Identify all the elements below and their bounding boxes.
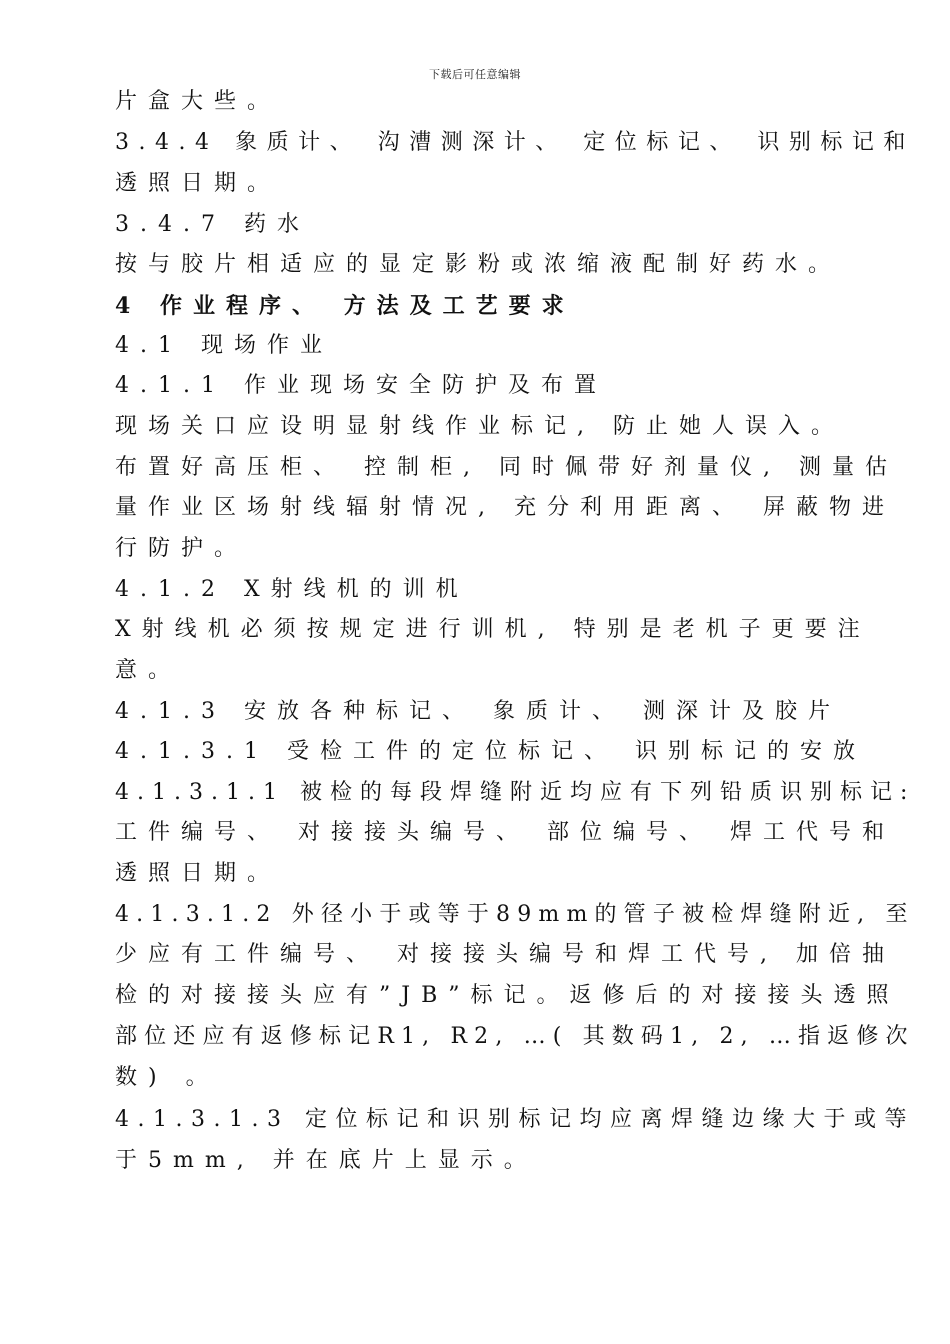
text-line-16: 4.1.3 安放各种标记、 象质计、 测深计及胶片 xyxy=(115,699,841,724)
text-line-26: 4.1.3.1.3 定位标记和识别标记均应离焊缝边缘大于或等 xyxy=(115,1107,915,1132)
text-line-27: 于5mm, 并在底片上显示。 xyxy=(115,1148,537,1173)
text-line-19: 工件编号、 对接接头编号、 部位编号、 焊工代号和 xyxy=(115,820,895,845)
text-line-02: 3.4.4 象质计、 沟漕测深计、 定位标记、 识别标记和 xyxy=(115,130,915,155)
text-line-24: 部位还应有返修标记R1, R2, …( 其数码1, 2, …指返修次 xyxy=(115,1024,915,1049)
text-line-03: 透照日期。 xyxy=(115,171,281,196)
text-line-18: 4.1.3.1.1 被检的每段焊缝附近均应有下列铅质识别标记: xyxy=(115,780,916,805)
text-line-17: 4.1.3.1 受检工件的定位标记、 识别标记的安放 xyxy=(115,739,866,764)
text-line-04: 3.4.7 药水 xyxy=(115,212,310,237)
text-line-01: 片盒大些。 xyxy=(115,89,281,114)
text-line-23: 检的对接接头应有”JB”标记。返修后的对接接头透照 xyxy=(115,983,900,1008)
text-line-25: 数) 。 xyxy=(115,1065,219,1090)
text-line-13: 4.1.2 X射线机的训机 xyxy=(115,577,469,602)
text-line-10: 布置好高压柜、 控制柜, 同时佩带好剂量仪, 测量估 xyxy=(115,455,898,480)
section-heading-4: 4 作业程序、 方法及工艺要求 xyxy=(115,293,575,319)
text-line-05: 按与胶片相适应的显定影粉或浓缩液配制好药水。 xyxy=(115,252,842,277)
text-line-08: 4.1.1 作业现场安全防护及布置 xyxy=(115,373,607,398)
text-line-12: 行防护。 xyxy=(115,536,248,561)
text-line-14: X射线机必须按规定进行训机, 特别是老机子更要注 xyxy=(115,617,871,642)
text-line-09: 现场关口应设明显射线作业标记, 防止她人误入。 xyxy=(115,414,844,439)
page-header: 下载后可任意编辑 xyxy=(429,68,521,81)
text-line-07: 4.1 现场作业 xyxy=(115,333,333,358)
text-line-22: 少应有工件编号、 对接接头编号和焊工代号, 加倍抽 xyxy=(115,942,895,967)
text-line-15: 意。 xyxy=(115,658,182,683)
text-line-21: 4.1.3.1.2 外径小于或等于89mm的管子被检焊缝附近, 至 xyxy=(115,902,915,927)
text-line-11: 量作业区场射线辐射情况, 充分利用距离、 屏蔽物进 xyxy=(115,495,895,520)
text-line-20: 透照日期。 xyxy=(115,861,281,886)
